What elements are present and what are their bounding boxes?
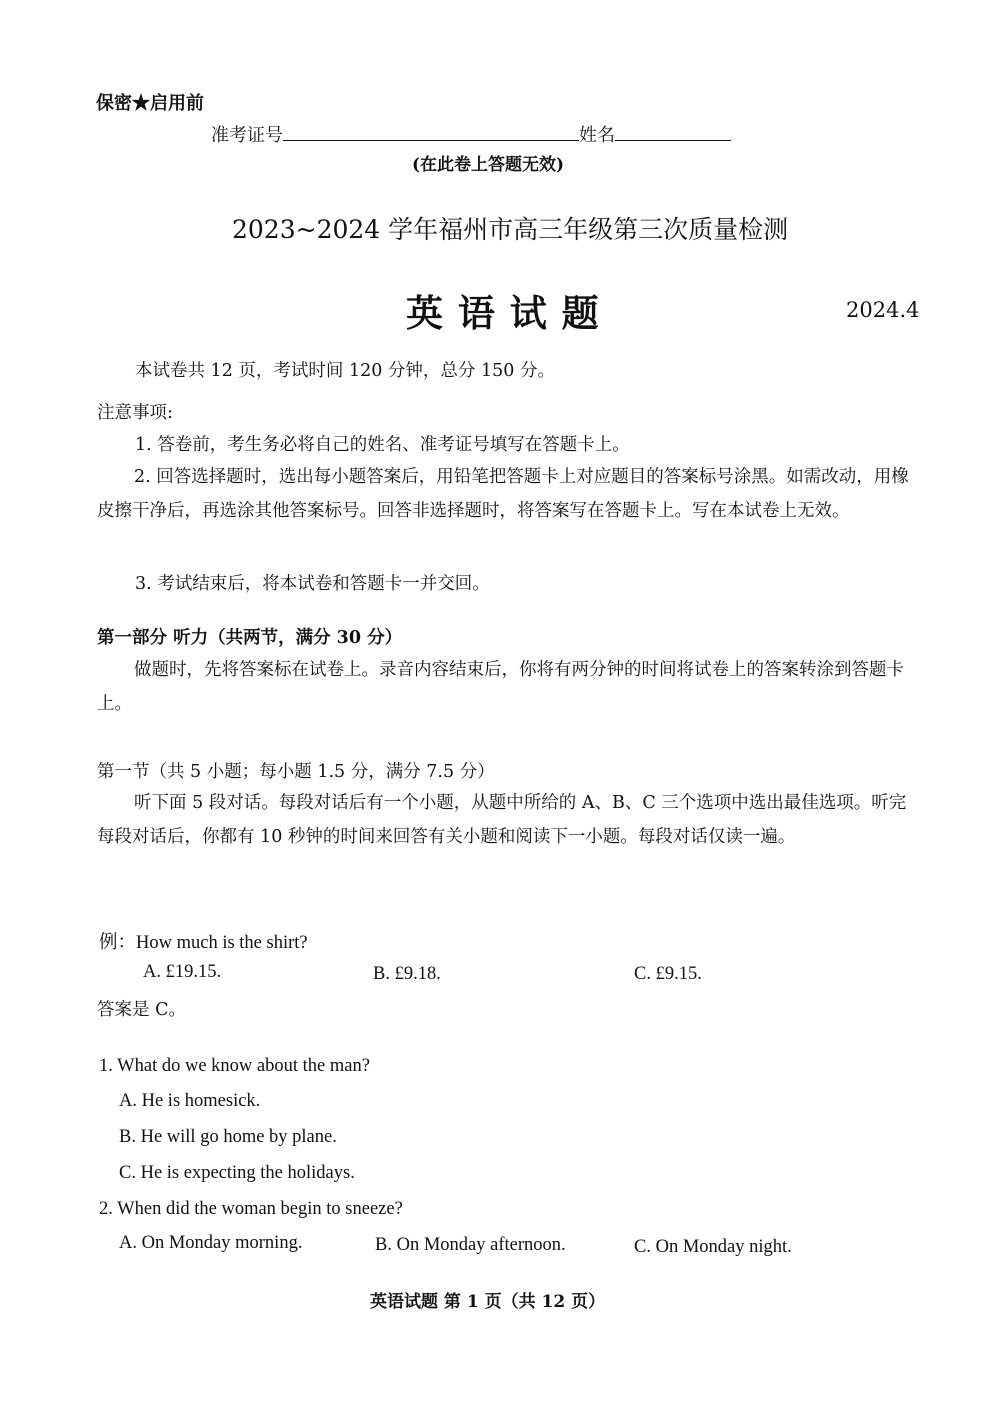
example-option-c: C. £9.15. bbox=[634, 964, 702, 984]
question-1-option-b: B. He will go home by plane. bbox=[119, 1127, 337, 1147]
example-question: 例：How much is the shirt? bbox=[99, 933, 308, 953]
exam-date: 2024.4 bbox=[846, 298, 920, 322]
notes-item-2: 2. 回答选择题时，选出每小题答案后，用铅笔把答题卡上对应题目的答案标号涂黑。如需改动，用橡皮擦干净后，再选涂其他答案标号。回答非选择题时，将答案写在答题卡上。写在本试卷上无效。 bbox=[97, 467, 909, 521]
example-answer: 答案是 C。 bbox=[97, 1000, 186, 1020]
part1-instruction: 做题时，先将答案标在试卷上。录音内容结束后，你将有两分钟的时间将试卷上的答案转涂到答题卡上。 bbox=[97, 660, 904, 714]
intro-text: 本试卷共 12 页，考试时间 120 分钟，总分 150 分。 bbox=[135, 361, 555, 381]
exam-id-line bbox=[211, 121, 731, 147]
question-2-stem: 2. When did the woman begin to sneeze? bbox=[99, 1199, 403, 1219]
notes-item-1: 1. 答卷前，考生务必将自己的姓名、准考证号填写在答题卡上。 bbox=[135, 435, 630, 455]
question-1-stem: 1. What do we know about the man? bbox=[99, 1056, 370, 1076]
example-option-a: A. £19.15. bbox=[143, 962, 222, 982]
page-footer: 英语试题 第 1 页（共 12 页） bbox=[370, 1292, 606, 1312]
question-1-option-a: A. He is homesick. bbox=[119, 1091, 261, 1111]
notes-heading: 注意事项: bbox=[97, 403, 173, 423]
question-2-option-c: C. On Monday night. bbox=[634, 1237, 792, 1257]
question-2-option-a: A. On Monday morning. bbox=[119, 1233, 303, 1253]
question-1-option-c: C. He is expecting the holidays. bbox=[119, 1163, 355, 1183]
notes-item-3: 3. 考试结束后，将本试卷和答题卡一并交回。 bbox=[135, 574, 490, 594]
section1-heading: 第一节（共 5 小题；每小题 1.5 分，满分 7.5 分） bbox=[97, 762, 495, 782]
exam-id-label: 准考证号 bbox=[211, 125, 283, 146]
invalid-note: (在此卷上答题无效) bbox=[412, 155, 565, 175]
part1-heading: 第一部分 听力（共两节，满分 30 分） bbox=[97, 628, 403, 648]
example-option-b: B. £9.18. bbox=[373, 964, 441, 984]
confidential-mark: 保密★启用前 bbox=[96, 93, 204, 114]
question-2-option-b: B. On Monday afternoon. bbox=[375, 1235, 566, 1255]
exam-title: 英 语 试 题 bbox=[406, 291, 600, 335]
name-label: 姓名 bbox=[579, 125, 615, 146]
name-blank bbox=[615, 122, 731, 141]
section1-instruction: 听下面 5 段对话。每段对话后有一个小题，从题中所给的 A、B、C 三个选项中选出最佳选项。听完每段对话后，你都有 10 秒钟的时间来回答有关小题和阅读下一小题。每段对话仅读一遍。 bbox=[97, 793, 907, 847]
exam-id-blank bbox=[283, 122, 579, 141]
exam-subtitle: 2023~2024 学年福州市高三年级第三次质量检测 bbox=[232, 215, 789, 244]
